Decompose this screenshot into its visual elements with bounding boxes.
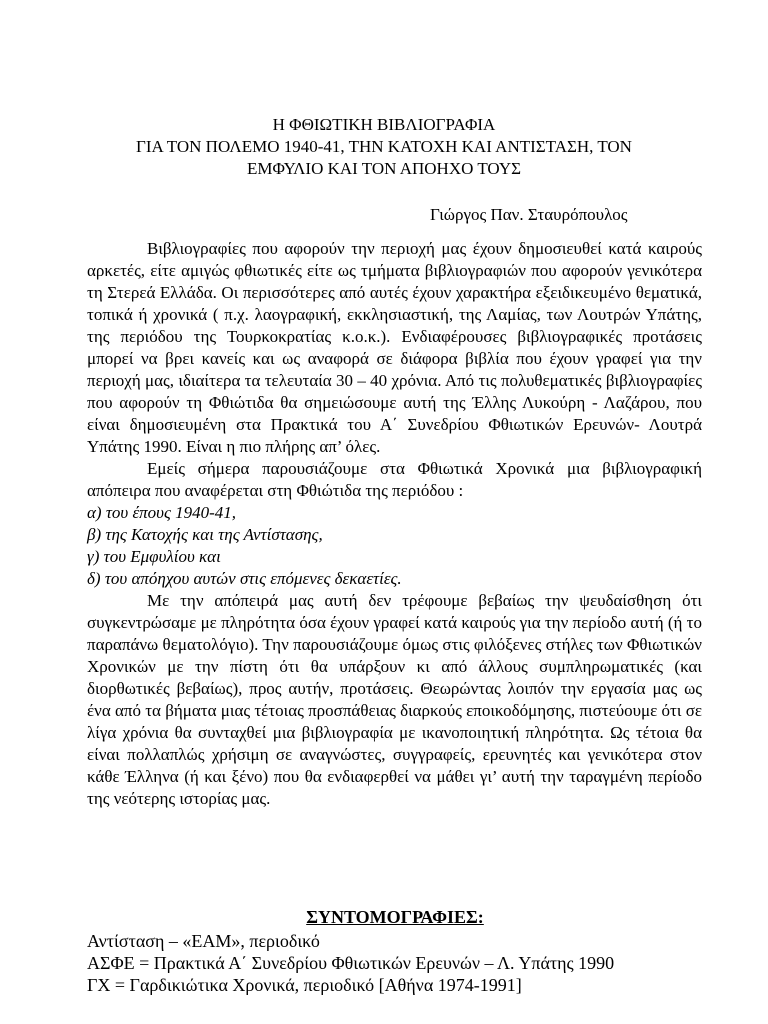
title-line: ΓΙΑ ΤΟΝ ΠΟΛΕΜΟ 1940-41, ΤΗΝ ΚΑΤΟΧΗ ΚΑΙ ΑΝΤΙΣΤΑΣΗ, ΤΟΝ: [136, 137, 632, 156]
title-line: ΕΜΦΥΛΙΟ ΚΑΙ ΤΟΝ ΑΠΟΗΧΟ ΤΟΥΣ: [246, 159, 522, 178]
intro-paragraph: Βιβλιογραφίες που αφορούν την περιοχή μας έχουν δημοσιευθεί κατά καιρούς αρκετές, είτε αμιγώς φθιωτικές είτε ως τμήματα βιβλιογραφιών που αφορούν γενικότερα τη Στερεά Ελλάδα. Οι περισσότερες από αυτές έχουν χαρακτήρα εξειδικευμένο θεματικά, τοπικά ή χρονικά ( π.χ. λαογραφική, εκκλησιαστική, της Λαμίας, των Λουτρών Υπάτης, της περιόδου της Τουρκοκρατίας κ.ο.κ.). Ενδιαφέρουσες βιβλιογραφικές προτάσεις μπορεί να βρει κανείς και ως αναφορά σε διάφορα βιβλία που έχουν γραφεί για την περιοχή μας, ιδιαίτερα τα τελευταία 30 – 40 χρόνια. Από τις πολυθεματικές βιβλιογραφίες που αφορούν τη Φθιώτιδα θα σημειώσουμε αυτή της Έλλης Λυκούρη - Λαζάρου, που είναι δημοσιευμένη στα Πρακτικά του Α΄ Συνεδρίου Φθιωτικών Ερευνών- Λουτρά Υπάτης 1990. Είναι η πιο πλήρης απ’ όλες.: [87, 239, 702, 456]
period-list-item: α) του έπους 1940-41,: [87, 503, 237, 522]
abbreviation-item: ΑΣΦΕ = Πρακτικά Α΄ Συνεδρίου Φθιωτικών Ερευνών – Λ. Υπάτης 1990: [87, 953, 615, 973]
abbreviations-list: [87, 930, 727, 996]
period-list-item: γ) του Εμφυλίου και: [87, 547, 221, 566]
abbreviation-item: ΓΧ = Γαρδικιώτικα Χρονικά, περιοδικό [Αθήνα 1974-1991]: [87, 975, 522, 995]
title-line: Η ΦΘΙΩΤΙΚΗ ΒΙΒΛΙΟΓΡΑΦΙΑ: [272, 115, 496, 134]
period-intro-paragraph: Εμείς σήμερα παρουσιάζουμε στα Φθιωτικά Χρονικά μια βιβλιογραφική απόπειρα που αναφέρεται στη Φθιώτιδα της περιόδου :: [87, 459, 702, 500]
author-name: Γιώργος Παν. Σταυρόπουλος: [430, 205, 628, 224]
document-title: [0, 114, 768, 180]
abbreviations-heading: ΣΥΝΤΟΜΟΓΡΑΦΙΕΣ:: [306, 907, 484, 927]
article-body: [87, 238, 702, 810]
closing-paragraph: Με την απόπειρά μας αυτή δεν τρέφουμε βεβαίως την ψευδαίσθηση ότι συγκεντρώσαμε με πληρότητα όσα έχουν γραφεί κατά καιρούς για την περίοδο αυτή (ή το παραπάνω θεματολόγιο). Την παρουσιάζουμε όμως στις φιλόξενες στήλες των Φθιωτικών Χρονικών με την πίστη ότι θα υπάρξουν κι από άλλους συμπληρωματικές (και διορθωτικές βεβαίως), προς αυτήν, προτάσεις. Θεωρώντας λοιπόν την εργασία μας ως ένα από τα βήματα μιας τέτοιας προσπάθειας διαρκούς εποικοδόμησης, πιστεύουμε ότι σε λίγα χρόνια θα συνταχθεί μια βιβλιογραφία με ικανοποιητική πληρότητα. Ως τέτοια θα είναι πολλαπλώς χρήσιμη σε αναγνώστες, συγγραφείς, ερευνητές και γενικότερα στον κάθε Έλληνα (ή και ξένο) που θα ενδιαφερθεί να μάθει γι’ αυτή την ταραγμένη περίοδο της νεότερης ιστορίας μας.: [87, 591, 703, 808]
period-list-item: δ) του απόηχου αυτών στις επόμενες δεκαετίες.: [87, 569, 402, 588]
period-list-item: β) της Κατοχής και της Αντίστασης,: [87, 525, 323, 544]
period-list: [87, 502, 702, 590]
abbreviation-item: Αντίσταση – «ΕΑΜ», περιοδικό: [87, 931, 320, 951]
